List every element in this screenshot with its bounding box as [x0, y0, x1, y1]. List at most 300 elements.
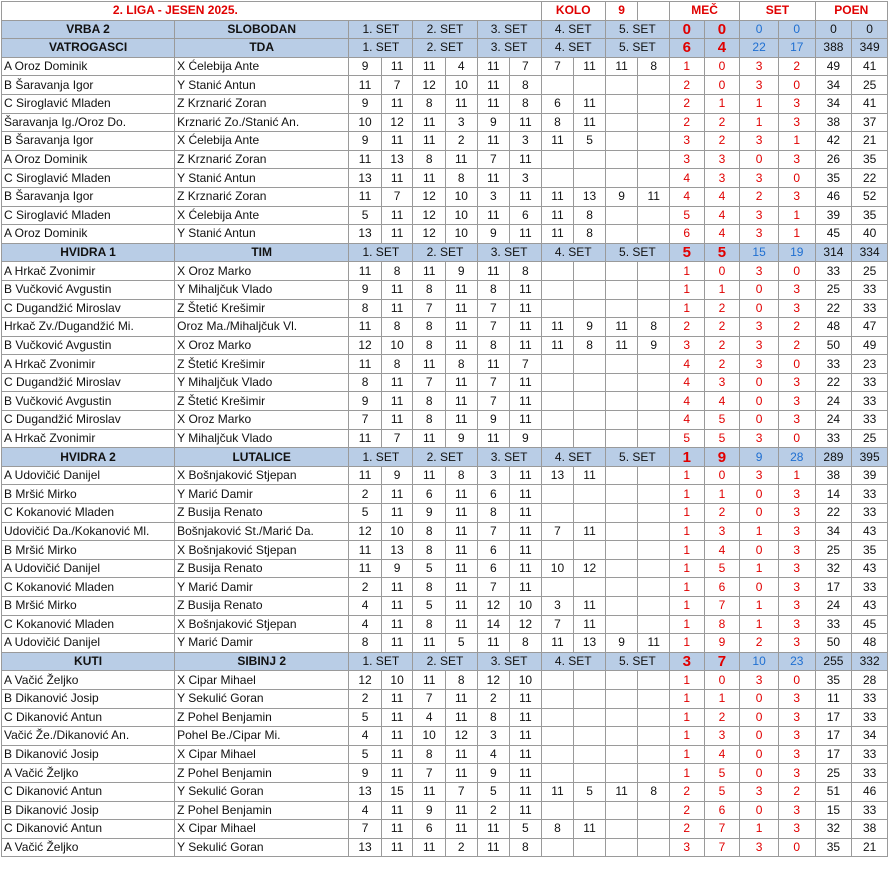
- set-score-cell: 10: [381, 522, 413, 541]
- set-score-cell: 5: [574, 132, 606, 151]
- game-row: [2, 225, 888, 244]
- set-column-label: 3. SET: [477, 652, 541, 671]
- away-sets-won: 3: [778, 615, 815, 634]
- set-score-cell: 11: [541, 634, 574, 653]
- spacer: [638, 2, 670, 21]
- match-header-row: [2, 448, 888, 467]
- set-score-cell: [541, 299, 574, 318]
- set-score-cell: 11: [349, 318, 382, 337]
- home-team-name: VATROGASCI: [2, 39, 175, 58]
- home-sets-won: 0: [740, 373, 779, 392]
- set-score-cell: 9: [349, 57, 382, 76]
- away-cumulative-score: 3: [704, 150, 740, 169]
- set-score-cell: 8: [477, 336, 510, 355]
- home-sets-total: 15: [740, 243, 779, 262]
- home-cumulative-score: 1: [669, 727, 704, 746]
- set-score-cell: 9: [349, 764, 382, 783]
- away-sets-won: 3: [778, 113, 815, 132]
- game-row: [2, 429, 888, 448]
- set-score-cell: 7: [381, 187, 413, 206]
- set-score-cell: 11: [445, 597, 477, 616]
- set-score-cell: 12: [477, 597, 510, 616]
- set-score-cell: 8: [510, 634, 542, 653]
- set-score-cell: 6: [477, 559, 510, 578]
- set-score-cell: 12: [349, 336, 382, 355]
- set-score-cell: 11: [349, 466, 382, 485]
- away-sets-won: 3: [778, 299, 815, 318]
- title-spacer: [349, 2, 541, 21]
- set-score-cell: 5: [349, 745, 382, 764]
- home-sets-won: 0: [740, 504, 779, 523]
- set-score-cell: 11: [510, 708, 542, 727]
- set-score-cell: [541, 541, 574, 560]
- set-score-cell: [541, 280, 574, 299]
- home-player: Šaravanja Ig./Oroz Do.: [2, 113, 175, 132]
- set-score-cell: 7: [413, 764, 446, 783]
- game-row: [2, 94, 888, 113]
- home-cumulative-score: 4: [669, 392, 704, 411]
- game-row: [2, 355, 888, 374]
- set-score-cell: 8: [445, 169, 477, 188]
- home-sets-won: 3: [740, 782, 779, 801]
- game-row: [2, 299, 888, 318]
- home-player: C Dikanović Antun: [2, 820, 175, 839]
- home-player: A Vačić Željko: [2, 671, 175, 690]
- away-points: 33: [852, 578, 888, 597]
- set-score-cell: 9: [477, 225, 510, 244]
- home-sets-won: 3: [740, 429, 779, 448]
- set-score-cell: [638, 689, 670, 708]
- match-header-row: [2, 652, 888, 671]
- home-player: Vačić Že./Dikanović An.: [2, 727, 175, 746]
- game-row: [2, 782, 888, 801]
- set-column-label: 3. SET: [477, 448, 541, 467]
- home-sets-won: 3: [740, 132, 779, 151]
- set-score-cell: 11: [349, 76, 382, 95]
- home-points: 11: [815, 689, 852, 708]
- set-score-cell: 11: [381, 504, 413, 523]
- home-player: B Mršić Mirko: [2, 541, 175, 560]
- match-header-row: [2, 243, 888, 262]
- game-row: [2, 504, 888, 523]
- away-cumulative-score: 2: [704, 299, 740, 318]
- set-score-cell: [605, 169, 638, 188]
- home-sets-won: 3: [740, 57, 779, 76]
- game-row: [2, 76, 888, 95]
- set-score-cell: 11: [541, 225, 574, 244]
- set-score-cell: 2: [477, 801, 510, 820]
- game-row: [2, 745, 888, 764]
- game-row: [2, 541, 888, 560]
- set-column-label: 1. SET: [349, 243, 413, 262]
- away-points: 33: [852, 764, 888, 783]
- home-player: C Siroglavić Mladen: [2, 94, 175, 113]
- home-player: C Dikanović Antun: [2, 708, 175, 727]
- set-score-cell: 2: [445, 838, 477, 857]
- away-points: 33: [852, 801, 888, 820]
- home-points: 35: [815, 671, 852, 690]
- set-score-cell: 11: [477, 838, 510, 857]
- set-score-cell: 3: [510, 169, 542, 188]
- set-column-label: 5. SET: [605, 448, 669, 467]
- set-score-cell: 5: [349, 206, 382, 225]
- set-score-cell: 8: [477, 280, 510, 299]
- away-points: 48: [852, 634, 888, 653]
- set-score-cell: 11: [381, 727, 413, 746]
- away-cumulative-score: 3: [704, 169, 740, 188]
- set-score-cell: 10: [445, 206, 477, 225]
- set-score-cell: 11: [541, 318, 574, 337]
- set-score-cell: 11: [445, 485, 477, 504]
- set-score-cell: 13: [349, 838, 382, 857]
- home-cumulative-score: 5: [669, 429, 704, 448]
- set-score-cell: 11: [381, 764, 413, 783]
- home-sets-won: 3: [740, 355, 779, 374]
- set-score-cell: 12: [413, 225, 446, 244]
- set-score-cell: 3: [477, 727, 510, 746]
- away-sets-won: 3: [778, 392, 815, 411]
- away-cumulative-score: 5: [704, 782, 740, 801]
- game-row: [2, 559, 888, 578]
- set-score-cell: 8: [477, 708, 510, 727]
- set-score-cell: [605, 206, 638, 225]
- set-score-cell: [541, 169, 574, 188]
- home-cumulative-score: 2: [669, 76, 704, 95]
- away-points: 33: [852, 485, 888, 504]
- set-score-cell: [638, 764, 670, 783]
- set-score-cell: [638, 150, 670, 169]
- away-player: Y Mihaljčuk Vlado: [175, 429, 349, 448]
- away-player: Y Sekulić Goran: [175, 689, 349, 708]
- set-score-cell: 11: [477, 634, 510, 653]
- set-score-cell: 8: [413, 280, 446, 299]
- game-row: [2, 708, 888, 727]
- home-cumulative-score: 2: [669, 318, 704, 337]
- set-score-cell: 9: [349, 280, 382, 299]
- home-match-score: 1: [669, 448, 704, 467]
- game-row: [2, 634, 888, 653]
- set-score-cell: 11: [445, 504, 477, 523]
- home-points: 49: [815, 57, 852, 76]
- away-sets-won: 0: [778, 429, 815, 448]
- away-player: Y Marić Damir: [175, 578, 349, 597]
- set-score-cell: [541, 578, 574, 597]
- set-score-cell: 11: [381, 689, 413, 708]
- set-score-cell: 11: [413, 132, 446, 151]
- set-column-label: 5. SET: [605, 243, 669, 262]
- away-points: 33: [852, 689, 888, 708]
- set-score-cell: [638, 745, 670, 764]
- away-cumulative-score: 0: [704, 466, 740, 485]
- set-score-cell: 4: [477, 745, 510, 764]
- away-points: 39: [852, 466, 888, 485]
- set-score-cell: 12: [381, 113, 413, 132]
- home-player: B Vučković Avgustin: [2, 280, 175, 299]
- away-points: 22: [852, 169, 888, 188]
- set-score-cell: [605, 671, 638, 690]
- set-score-cell: 11: [477, 169, 510, 188]
- away-match-score: 9: [704, 448, 740, 467]
- away-player: X Ćelebija Ante: [175, 206, 349, 225]
- set-score-cell: 11: [574, 113, 606, 132]
- set-score-cell: 11: [445, 280, 477, 299]
- away-sets-won: 3: [778, 689, 815, 708]
- set-score-cell: 8: [413, 318, 446, 337]
- home-sets-won: 0: [740, 411, 779, 430]
- set-score-cell: 11: [381, 578, 413, 597]
- home-sets-won: 0: [740, 727, 779, 746]
- set-score-cell: 11: [510, 113, 542, 132]
- away-cumulative-score: 4: [704, 187, 740, 206]
- set-score-cell: 11: [477, 355, 510, 374]
- away-team-name: SIBINJ 2: [175, 652, 349, 671]
- set-score-cell: [574, 299, 606, 318]
- set-score-cell: 11: [445, 689, 477, 708]
- set-score-cell: [541, 429, 574, 448]
- set-score-cell: [574, 801, 606, 820]
- away-sets-won: 2: [778, 57, 815, 76]
- set-score-cell: [638, 411, 670, 430]
- away-points: 33: [852, 411, 888, 430]
- home-player: B Šaravanja Igor: [2, 76, 175, 95]
- home-player: A Hrkač Zvonimir: [2, 355, 175, 374]
- set-score-cell: [638, 466, 670, 485]
- home-sets-won: 3: [740, 466, 779, 485]
- away-sets-won: 2: [778, 782, 815, 801]
- set-score-cell: 7: [510, 355, 542, 374]
- home-cumulative-score: 1: [669, 671, 704, 690]
- away-player: Z Krznarić Zoran: [175, 94, 349, 113]
- away-cumulative-score: 6: [704, 801, 740, 820]
- away-sets-won: 3: [778, 187, 815, 206]
- game-row: [2, 373, 888, 392]
- home-points-total: 388: [815, 39, 852, 58]
- set-score-cell: 6: [477, 541, 510, 560]
- home-sets-total: 0: [740, 20, 779, 39]
- set-score-cell: 11: [574, 597, 606, 616]
- set-score-cell: 7: [477, 150, 510, 169]
- set-score-cell: [605, 597, 638, 616]
- home-points: 33: [815, 615, 852, 634]
- away-player: X Bošnjaković Stjepan: [175, 466, 349, 485]
- set-score-cell: [605, 485, 638, 504]
- home-player: C Dugandžić Miroslav: [2, 411, 175, 430]
- home-cumulative-score: 1: [669, 485, 704, 504]
- away-match-score: 0: [704, 20, 740, 39]
- away-sets-won: 3: [778, 504, 815, 523]
- away-sets-won: 0: [778, 262, 815, 281]
- home-cumulative-score: 1: [669, 708, 704, 727]
- set-column-label: 5. SET: [605, 20, 669, 39]
- away-player: Z Krznarić Zoran: [175, 150, 349, 169]
- set-score-cell: 11: [638, 634, 670, 653]
- set-score-cell: [605, 727, 638, 746]
- set-column-label: 1. SET: [349, 20, 413, 39]
- away-sets-won: 3: [778, 708, 815, 727]
- away-cumulative-score: 9: [704, 634, 740, 653]
- set-score-cell: 13: [381, 541, 413, 560]
- set-score-cell: 11: [381, 820, 413, 839]
- home-points: 24: [815, 392, 852, 411]
- set-score-cell: 11: [413, 466, 446, 485]
- set-score-cell: [541, 838, 574, 857]
- mec-label: MEČ: [669, 2, 739, 21]
- set-column-label: 4. SET: [541, 243, 605, 262]
- home-team-name: HVIDRA 2: [2, 448, 175, 467]
- set-score-cell: 9: [477, 113, 510, 132]
- set-score-cell: 11: [445, 373, 477, 392]
- away-player: X Oroz Marko: [175, 262, 349, 281]
- set-score-cell: 13: [349, 782, 382, 801]
- set-score-cell: [541, 689, 574, 708]
- home-points: 17: [815, 727, 852, 746]
- away-points: 43: [852, 597, 888, 616]
- home-sets-won: 3: [740, 225, 779, 244]
- set-score-cell: 7: [477, 392, 510, 411]
- away-player: X Cipar Mihael: [175, 671, 349, 690]
- set-column-label: 1. SET: [349, 448, 413, 467]
- home-player: B Šaravanja Igor: [2, 132, 175, 151]
- away-player: Z Busija Renato: [175, 597, 349, 616]
- home-cumulative-score: 2: [669, 820, 704, 839]
- set-score-cell: 11: [445, 801, 477, 820]
- set-score-cell: 2: [349, 485, 382, 504]
- home-points: 25: [815, 280, 852, 299]
- away-sets-won: 3: [778, 94, 815, 113]
- set-score-cell: 5: [445, 634, 477, 653]
- set-score-cell: 8: [349, 373, 382, 392]
- away-player: Y Marić Damir: [175, 634, 349, 653]
- set-score-cell: [605, 113, 638, 132]
- away-cumulative-score: 3: [704, 727, 740, 746]
- set-score-cell: 11: [510, 745, 542, 764]
- away-points: 34: [852, 727, 888, 746]
- away-cumulative-score: 4: [704, 745, 740, 764]
- away-points: 21: [852, 838, 888, 857]
- away-sets-won: 1: [778, 132, 815, 151]
- set-score-cell: 13: [349, 169, 382, 188]
- away-cumulative-score: 2: [704, 504, 740, 523]
- set-score-cell: 9: [445, 429, 477, 448]
- home-cumulative-score: 4: [669, 411, 704, 430]
- set-score-cell: [574, 411, 606, 430]
- set-score-cell: [638, 615, 670, 634]
- home-cumulative-score: 1: [669, 689, 704, 708]
- set-score-cell: 7: [477, 318, 510, 337]
- set-score-cell: 11: [413, 57, 446, 76]
- set-score-cell: 3: [510, 132, 542, 151]
- set-score-cell: 11: [349, 559, 382, 578]
- set-score-cell: [605, 820, 638, 839]
- set-score-cell: 7: [413, 299, 446, 318]
- set-score-cell: 11: [541, 336, 574, 355]
- set-score-cell: 8: [381, 262, 413, 281]
- set-score-cell: 13: [349, 225, 382, 244]
- away-points: 52: [852, 187, 888, 206]
- set-score-cell: [638, 708, 670, 727]
- set-score-cell: 9: [477, 764, 510, 783]
- away-player: Z Pohel Benjamin: [175, 764, 349, 783]
- home-player: A Udovičić Danijel: [2, 466, 175, 485]
- home-points: 33: [815, 429, 852, 448]
- away-points: 45: [852, 615, 888, 634]
- set-score-cell: 9: [477, 411, 510, 430]
- away-sets-total: 0: [778, 20, 815, 39]
- away-points: 40: [852, 225, 888, 244]
- away-cumulative-score: 3: [704, 522, 740, 541]
- away-cumulative-score: 8: [704, 615, 740, 634]
- set-score-cell: 11: [445, 299, 477, 318]
- away-player: Krznarić Zo./Stanić An.: [175, 113, 349, 132]
- home-points: 25: [815, 541, 852, 560]
- home-player: A Hrkač Zvonimir: [2, 429, 175, 448]
- set-score-cell: [638, 262, 670, 281]
- set-score-cell: 5: [413, 597, 446, 616]
- set-score-cell: 11: [381, 634, 413, 653]
- set-score-cell: [605, 299, 638, 318]
- set-score-cell: 4: [349, 597, 382, 616]
- away-cumulative-score: 1: [704, 94, 740, 113]
- set-score-cell: [574, 764, 606, 783]
- set-score-cell: 11: [510, 336, 542, 355]
- set-column-label: 1. SET: [349, 652, 413, 671]
- home-cumulative-score: 4: [669, 169, 704, 188]
- home-points: 48: [815, 318, 852, 337]
- away-sets-won: 3: [778, 373, 815, 392]
- set-score-cell: 5: [574, 782, 606, 801]
- home-cumulative-score: 1: [669, 597, 704, 616]
- away-points: 43: [852, 522, 888, 541]
- home-player: B Dikanović Josip: [2, 801, 175, 820]
- set-column-label: 2. SET: [413, 243, 477, 262]
- set-score-cell: [541, 150, 574, 169]
- away-cumulative-score: 5: [704, 411, 740, 430]
- game-row: [2, 801, 888, 820]
- set-score-cell: 8: [638, 782, 670, 801]
- home-cumulative-score: 2: [669, 801, 704, 820]
- home-player: C Kokanović Mladen: [2, 615, 175, 634]
- away-points: 21: [852, 132, 888, 151]
- set-score-cell: [638, 373, 670, 392]
- set-score-cell: [605, 745, 638, 764]
- home-sets-won: 1: [740, 522, 779, 541]
- set-score-cell: 11: [413, 671, 446, 690]
- kolo-value: 9: [605, 2, 638, 21]
- home-player: A Udovičić Danijel: [2, 634, 175, 653]
- set-score-cell: 8: [638, 318, 670, 337]
- set-score-cell: 11: [381, 485, 413, 504]
- set-score-cell: 10: [510, 597, 542, 616]
- away-sets-won: 3: [778, 578, 815, 597]
- set-score-cell: 9: [413, 801, 446, 820]
- set-score-cell: 11: [445, 318, 477, 337]
- set-score-cell: [574, 504, 606, 523]
- home-cumulative-score: 1: [669, 299, 704, 318]
- away-sets-won: 1: [778, 225, 815, 244]
- set-column-label: 2. SET: [413, 448, 477, 467]
- set-score-cell: [605, 504, 638, 523]
- home-sets-won: 2: [740, 187, 779, 206]
- home-cumulative-score: 2: [669, 782, 704, 801]
- set-score-cell: 8: [574, 225, 606, 244]
- set-score-cell: 8: [349, 634, 382, 653]
- set-score-cell: [638, 299, 670, 318]
- set-score-cell: 11: [445, 578, 477, 597]
- set-score-cell: 2: [445, 132, 477, 151]
- set-score-cell: 7: [349, 411, 382, 430]
- set-score-cell: 5: [510, 820, 542, 839]
- set-score-cell: 8: [445, 466, 477, 485]
